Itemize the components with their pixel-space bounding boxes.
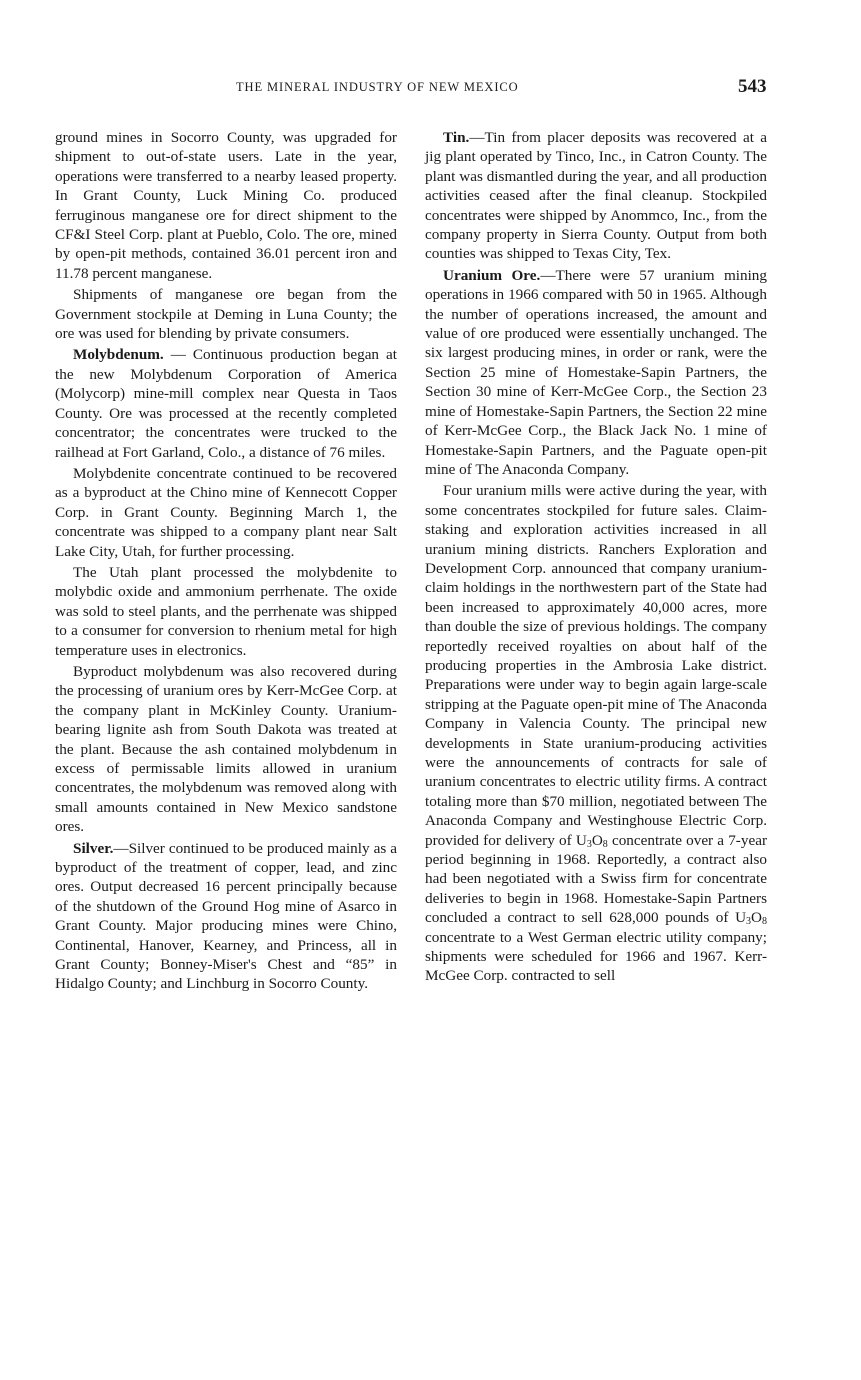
formula-element: U	[735, 909, 747, 927]
formula-subscript: 8	[602, 838, 608, 850]
formula-u3o8	[576, 832, 608, 849]
formula-element: O	[591, 831, 603, 849]
paragraph-text: —There were 57 uranium mining operations in 1966 compared with 50 in 1965. Although the number of operations increased, the amount and value of ore produced were essentially unchanged. The six largest producing mines, in order or rank, were the Section 25 mine of Homestake-Sapin Partners, the Section 30 mine of Kerr-McGee Corp., the Section 23 mine of Homestake-Sapin Partners, the Section 22 mine of Kerr-McGee Corp., the Black Jack No. 1 mine of Homestake-Sapin Partners, and the Paguate open-pit mine of The Anaconda Company.	[425, 266, 767, 478]
section-lead-molybdenum: Molybdenum.	[73, 346, 164, 364]
paragraph-text: —Silver continued to be produced mainly as a byproduct of the treatment of copper, lead, and zinc ores. Output decreased 16 percent principally because of the shutdown of the Ground Hog mine of Asarco in Grant County. Major producing mines were Chino, Continental, Hanover, Kearney, and Princess, all in Grant County; Bonney-Miser's Chest and “85” in Hidalgo County; and Linchburg in Socorro County.	[55, 839, 397, 993]
running-head: THE MINERAL INDUSTRY OF NEW MEXICO	[236, 80, 519, 94]
paragraph: Molybdenite concentrate continued to be recovered as a byproduct at the Chino mine of Kennecott Copper Corp. in Grant County. Beginning March 1, the concentrate was shipped to a company plant near Salt Lake City, Utah, for further processing.	[55, 464, 397, 560]
formula-element: U	[575, 831, 587, 849]
paragraph: The Utah plant processed the molybdenite to molybdic oxide and ammonium perrhenate. The oxide was sold to steel plants, and the perrhenate was shipped to a consumer for conversion to rhenium metal for high temperature uses in electronics.	[55, 563, 397, 659]
paragraph: Byproduct molybdenum was also recovered during the processing of uranium ores by Kerr-McGee Corp. at the company plant in McKinley County. Uranium-bearing lignite ash from South Dakota was treated at the plant. Because the ash contained molybdenum in excess of permissable limits allowed in uranium concentrates, the molybdenum was removed along with small amounts contained in New Mexico sandstone ores.	[55, 662, 397, 836]
section-lead-tin: Tin.	[443, 129, 470, 146]
formula-subscript: 8	[762, 916, 767, 928]
section-lead-uranium: Uranium Ore.	[443, 266, 541, 284]
formula-u3o8	[735, 909, 767, 926]
paragraph-text: concentrate to a West German electric utility company; shipments were scheduled for 1966 and 1967. Kerr-McGee Corp. contracted to sell	[425, 928, 767, 985]
page-number: 543	[738, 76, 767, 97]
right-column	[425, 128, 767, 986]
formula-subscript: 3	[746, 916, 752, 928]
left-column	[55, 128, 397, 994]
section-lead-silver: Silver.	[73, 839, 114, 857]
paragraph-text: —Tin from placer deposits was recovered at a jig plant operated by Tinco, Inc., in Catron County. The plant was dismantled during the year, and all production activities ceased after the final cleanup. Stockpiled concentrates were shipped by Anommco, Inc., from the company property in Sierra County. Output from both counties was shipped to Texas City, Tex.	[425, 129, 767, 263]
formula-subscript: 3	[586, 838, 592, 850]
paragraph-tin	[425, 128, 767, 264]
paragraph-uranium-mills	[425, 481, 767, 986]
paragraph-molybdenum	[55, 345, 397, 461]
formula-element: O	[751, 909, 762, 927]
paragraph-text: concentrate over a 7-year period beginning in 1968. Reportedly, a contract also had been negotiated with a Swiss firm for concentrate deliveries to begin in 1968. Homestake-Sapin Partners concluded a contract to sell 628,000 pounds of	[425, 831, 768, 927]
paragraph-uranium	[425, 266, 767, 479]
paragraph: Shipments of manganese ore began from the Government stockpile at Deming in Luna County; the ore was used for blending by private consumers.	[55, 286, 397, 343]
paragraph-text: Four uranium mills were active during the year, with some concentrates stockpiled for future sales. Claim-staking and exploration activities increased in all uranium mining districts. Ranchers Exploration and Development Corp. announced that company uranium-claim holdings in the northwestern part of the State had been increased to approximately 40,000 acres, more than double the size of previous holdings. The company reportedly received royalties on about half of the producing properties in the Ambrosia Lake district. Preparations were under way to begin again large-scale stripping at the Paguate open-pit mine of The Anaconda Company in Valencia County. The principal new developments in State uranium-producing activities were the announcements of contracts for sale of uranium concentrates to electric utility firms. A contract totaling more than $70 million, negotiated between The Anaconda Company and Westinghouse Electric Corp. provided for delivery of	[425, 482, 767, 849]
paragraph-text: — Continuous production began at the new Molybdenum Corporation of America (Molycorp) mine-mill complex near Questa in Taos County. Ore was processed at the recently completed concentrator; the concentrates were trucked to the railhead at Fort Garland, Colo., a distance of 76 miles.	[55, 346, 397, 461]
paragraph-silver	[55, 839, 397, 994]
paragraph: ground mines in Socorro County, was upgraded for shipment to out-of-state users. Late in the year, operations were transferred to a nearby leased property. In Grant County, Luck Mining Co. produced ferruginous manganese ore for direct shipment to the CF&I Steel Corp. plant at Pueblo, Colo. The ore, mined by open-pit methods, contained 36.01 percent iron and 11.78 percent manganese.	[55, 129, 397, 282]
